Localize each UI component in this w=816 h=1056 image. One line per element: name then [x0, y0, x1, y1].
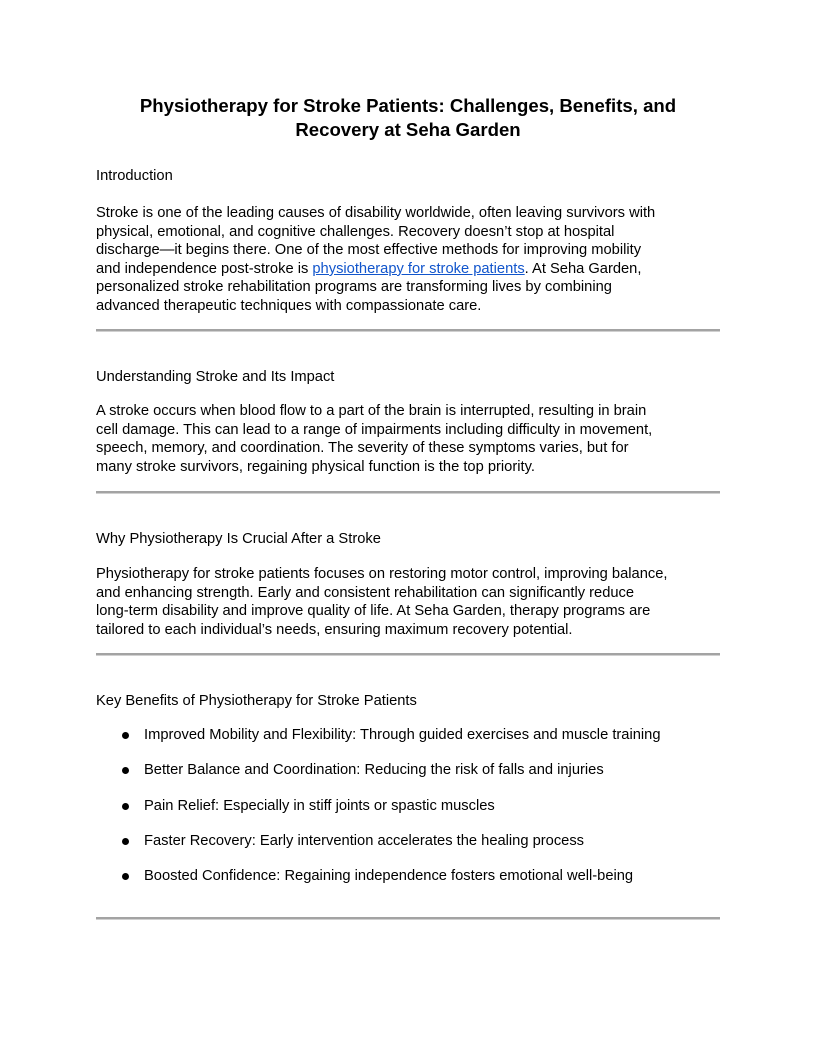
introduction-paragraph: [96, 204, 726, 316]
paragraph-line: tailored to each individual’s needs, ensuring maximum recovery potential.: [96, 621, 573, 638]
document-title: [96, 94, 720, 142]
title-line-1: Physiotherapy for Stroke Patients: Challenges, Benefits, and: [139, 95, 677, 116]
paragraph-line: cell damage. This can lead to a range of impairments including difficulty in movement,: [96, 421, 653, 438]
section-heading-introduction: Introduction: [96, 168, 173, 184]
paragraph-line: personalized stroke rehabilitation programs are transforming lives by combining: [96, 279, 612, 296]
list-item-text: Faster Recovery: Early intervention accelerates the healing process: [144, 832, 585, 849]
horizontal-rule: [96, 491, 720, 494]
bullet-icon: [122, 803, 129, 810]
list-item-text: Improved Mobility and Flexibility: Through guided exercises and muscle training: [144, 727, 661, 743]
bullet-icon: [122, 732, 129, 739]
section-heading-why-physiotherapy: Why Physiotherapy Is Crucial After a Stroke: [96, 531, 381, 547]
bullet-icon: [122, 838, 129, 845]
list-item-text: Pain Relief: Especially in stiff joints or spastic muscles: [144, 797, 495, 814]
link-prefix-text: and independence post-stroke is: [96, 260, 313, 277]
paragraph-line: long-term disability and improve quality of life. At Seha Garden, therapy programs are: [96, 603, 651, 620]
paragraph-line-with-link: [96, 260, 726, 279]
link-suffix-text: . At Seha Garden,: [524, 260, 642, 277]
horizontal-rule: [96, 917, 720, 920]
physiotherapy-link[interactable]: physiotherapy for stroke patients: [312, 260, 525, 277]
list-item-text: Boosted Confidence: Regaining independence fosters emotional well-being: [144, 868, 634, 885]
paragraph-line: discharge—it begins there. One of the most effective methods for improving mobility: [96, 242, 642, 259]
horizontal-rule: [96, 653, 720, 656]
paragraph-line: many stroke survivors, regaining physical function is the top priority.: [96, 458, 535, 475]
understanding-stroke-paragraph: [96, 402, 726, 476]
horizontal-rule: [96, 329, 720, 332]
bullet-icon: [122, 767, 129, 774]
section-heading-understanding-stroke: Understanding Stroke and Its Impact: [96, 369, 335, 385]
paragraph-line: advanced therapeutic techniques with compassionate care.: [96, 297, 482, 314]
section-heading-key-benefits: Key Benefits of Physiotherapy for Stroke Patients: [96, 693, 417, 709]
paragraph-line: speech, memory, and coordination. The severity of these symptoms varies, but for: [96, 440, 629, 457]
title-line-2: Recovery at Seha Garden: [295, 119, 521, 140]
why-physiotherapy-paragraph: [96, 565, 726, 639]
paragraph-line: and enhancing strength. Early and consistent rehabilitation can significantly reduce: [96, 584, 635, 601]
paragraph-line: A stroke occurs when blood flow to a part of the brain is interrupted, resulting in brain: [96, 403, 647, 419]
paragraph-line: Stroke is one of the leading causes of disability worldwide, often leaving survivors with: [96, 205, 656, 221]
paragraph-line: physical, emotional, and cognitive challenges. Recovery doesn’t stop at hospital: [96, 223, 615, 240]
list-item-text: Better Balance and Coordination: Reducing the risk of falls and injuries: [144, 762, 604, 779]
paragraph-line: Physiotherapy for stroke patients focuses on restoring motor control, improving balance,: [96, 566, 668, 582]
bullet-icon: [122, 873, 129, 880]
